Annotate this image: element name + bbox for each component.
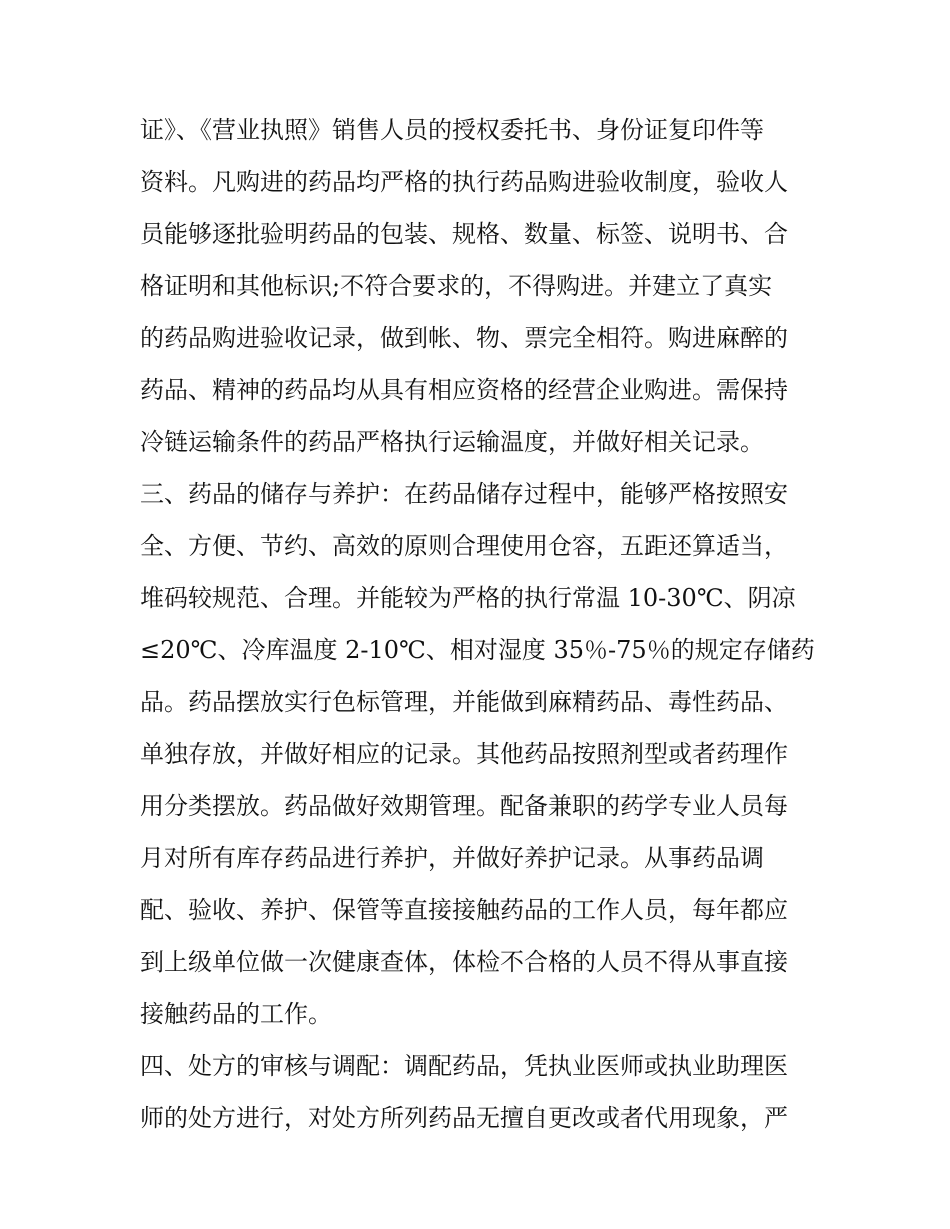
text-line: 冷链运输条件的药品严格执行运输温度，并做好相关记录。 <box>140 428 764 456</box>
section-heading-prescription: 四、处方的审核与调配：调配药品，凭执业医师或执业助理医 <box>140 1052 788 1080</box>
text-line: 全、方便、节约、高效的原则合理使用仓容，五距还算适当， <box>140 532 788 560</box>
text-line: 证》、《营业执照》销售人员的授权委托书、身份证复印件等 <box>140 116 764 144</box>
text-line: 的药品购进验收记录，做到帐、物、票完全相符。购进麻醉的 <box>140 324 788 352</box>
text-line: 员能够逐批验明药品的包装、规格、数量、标签、说明书、合 <box>140 220 788 248</box>
body-text <box>140 104 820 1144</box>
text-line: 用分类摆放。药品做好效期管理。配备兼职的药学专业人员每 <box>140 792 788 820</box>
text-line: 堆码较规范、合理。并能较为严格的执行常温 10-30℃、阴凉 <box>140 584 796 612</box>
text-line: 配、验收、养护、保管等直接接触药品的工作人员，每年都应 <box>140 896 788 924</box>
text-line: 品。药品摆放实行色标管理，并能做到麻精药品、毒性药品、 <box>140 688 788 716</box>
text-line: 药品、精神的药品均从具有相应资格的经营企业购进。需保持 <box>140 376 788 404</box>
text-line: ≤20℃、冷库温度 2-10℃、相对湿度 35％-75％的规定存储药 <box>140 636 815 664</box>
text-line: 接触药品的工作。 <box>140 1000 332 1028</box>
section-heading-storage: 三、药品的储存与养护：在药品储存过程中，能够严格按照安 <box>140 480 788 508</box>
text-line: 师的处方进行，对处方所列药品无擅自更改或者代用现象，严 <box>140 1104 788 1132</box>
text-line: 到上级单位做一次健康查体，体检不合格的人员不得从事直接 <box>140 948 788 976</box>
text-line: 月对所有库存药品进行养护，并做好养护记录。从事药品调 <box>140 844 764 872</box>
text-line: 资料。凡购进的药品均严格的执行药品购进验收制度，验收人 <box>140 168 788 196</box>
text-line: 格证明和其他标识;不符合要求的，不得购进。并建立了真实 <box>140 272 773 300</box>
text-line: 单独存放，并做好相应的记录。其他药品按照剂型或者药理作 <box>140 740 788 768</box>
